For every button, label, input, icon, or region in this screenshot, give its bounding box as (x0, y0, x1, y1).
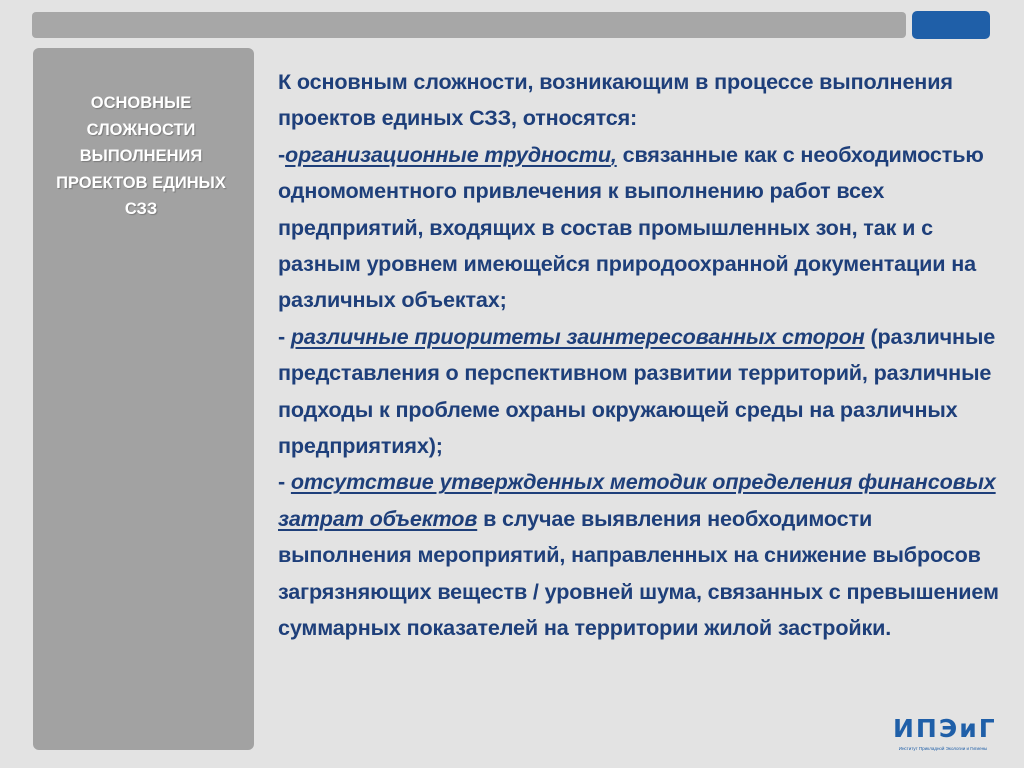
sidebar-title (38, 90, 244, 223)
sidebar-title-line: ВЫПОЛНЕНИЯ (79, 147, 203, 165)
main-text (278, 64, 1008, 647)
top-accent-block (912, 11, 990, 39)
sidebar-title-line: ПРОЕКТОВ ЕДИНЫХ (56, 173, 226, 192)
item-text: связанные как с необходимостью одномоментного привлечения к выполнению работ всех предприятий, входящих в состав промышленных зон, так и с разным уровнем имеющейся природоохранной документации на различных объектах; (278, 141, 984, 313)
logo-caption: Институт Прикладной Экологии и Гигиены (898, 746, 988, 751)
item-emphasis: различные приоритеты заинтересованных сторон (290, 323, 865, 349)
item-text: в случае выявления необходимости выполнения мероприятий, направленных на снижение выбросов загрязняющих веществ / уровней шума, связанных с превышением суммарных показателей на территории жилой застройки. (278, 505, 999, 641)
sidebar-title-line: ОСНОВНЫЕ (90, 94, 192, 112)
item-prefix: - (278, 141, 286, 167)
logo-mark: ИПЭиГ (893, 714, 997, 743)
sidebar-title-line: СЗЗ (124, 200, 158, 218)
top-bar (32, 12, 906, 38)
item-comma: , (610, 141, 617, 167)
difficulty-item-methods (278, 464, 1008, 646)
item-prefix: - (278, 323, 291, 349)
difficulty-item-priorities (278, 319, 1008, 465)
institute-logo (893, 714, 997, 763)
intro-paragraph: К основным сложности, возникающим в процессе выполнения проектов единых СЗЗ, относятся: (278, 69, 953, 131)
item-emphasis: отсутствие утвержденных методик определения финансовых затрат объектов (278, 469, 996, 531)
difficulty-item-organizational (278, 137, 1008, 319)
item-emphasis: организационные трудности (285, 141, 611, 167)
sidebar-title-line: СЛОЖНОСТИ (86, 120, 196, 139)
item-prefix: - (278, 469, 291, 495)
item-text: (различные представления о перспективном развитии территорий, различные подходы к проблеме охраны окружающей среды на различных предприятиях); (278, 323, 996, 459)
